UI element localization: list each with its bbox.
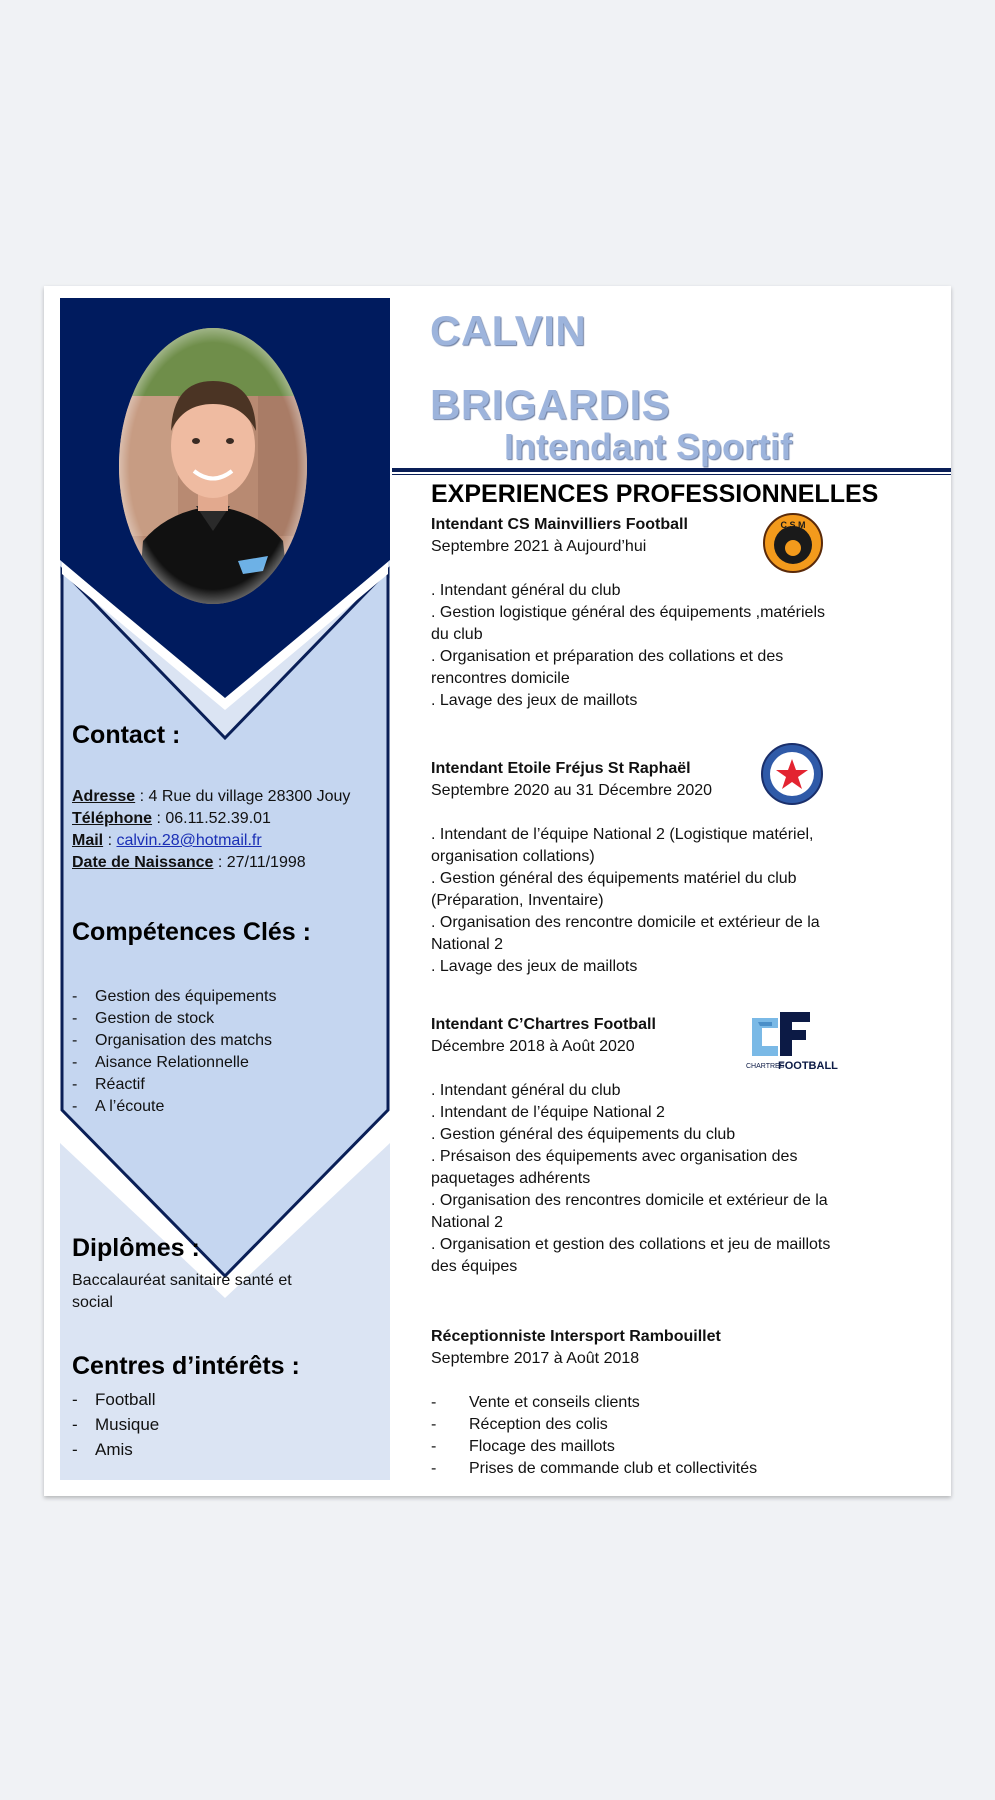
job-title-line: Réceptionniste Intersport Rambouillet [431,1328,721,1345]
birth-line [72,852,350,874]
phone-label: Téléphone [72,810,153,827]
interests-title: Centres d’intérêts : [72,1352,300,1380]
job-desc-line: . Gestion logistique général des équipements ,matériels [431,604,825,621]
job-desc-line: National 2 [431,936,504,953]
job-desc-line: rencontres domicile [431,670,570,687]
job-title: Intendant Sportif [504,426,792,467]
profile-photo [118,326,308,606]
job-desc-line: . Intendant de l’équipe National 2 [431,1104,665,1121]
job-desc-line: du club [431,626,483,643]
job-task: - Réception des colis [431,1414,757,1436]
candidate-name [430,294,670,442]
diplomas-text [72,1270,292,1314]
header-divider [392,468,951,472]
job-desc-line: des équipes [431,1258,518,1275]
cv-page [44,286,951,1496]
diplomas-title: Diplômes : [72,1234,200,1262]
birth-label: Date de Naissance [72,854,214,871]
job-dates: Décembre 2018 à Août 2020 [431,1038,635,1055]
job-desc-line: . Lavage des jeux de maillots [431,958,638,975]
phone-value: : 06.11.52.39.01 [152,810,271,827]
birth-value: : 27/11/1998 [213,854,306,871]
job-desc-line: . Organisation et préparation des collations et des [431,648,784,665]
skills-list [72,986,276,1118]
job-entry [431,1326,757,1480]
job-desc-line: (Préparation, Inventaire) [431,892,604,909]
job-desc-line: . Intendant général du club [431,1082,621,1099]
skill-item: - Aisance Relationnelle [72,1052,276,1074]
etoile-frejus-logo [760,742,824,806]
chartres-logo-big-text: FOOTBALL [778,1060,838,1072]
diploma-line: social [72,1294,113,1311]
job-dates: Septembre 2021 à Aujourd’hui [431,538,647,555]
address-label: Adresse [72,788,136,805]
interest-item: - Musique [72,1412,159,1437]
skill-item: - Gestion de stock [72,1008,276,1030]
job-desc-line: . Organisation des rencontre domicile et extérieur de la [431,914,820,931]
skills-title: Compétences Clés : [72,918,311,946]
address-line [72,786,350,808]
phone-line [72,808,350,830]
last-name: BRIGARDIS [430,381,671,428]
skill-item: - Organisation des matchs [72,1030,276,1052]
skill-item: - Réactif [72,1074,276,1096]
experience-title: EXPERIENCES PROFESSIONNELLES [431,480,879,508]
job-desc-line: . Gestion général des équipements matériel du club [431,870,797,887]
job-desc-line: . Présaison des équipements avec organisation des [431,1148,798,1165]
first-name: CALVIN [430,307,587,354]
job-desc-line: . Intendant général du club [431,582,621,599]
job-desc-line: . Organisation et gestion des collations et jeu de maillots [431,1236,831,1253]
job-dates: Septembre 2020 au 31 Décembre 2020 [431,782,713,799]
job-desc-line: . Lavage des jeux de maillots [431,692,638,709]
skill-item: - Gestion des équipements [72,986,276,1008]
job-title-line: Intendant Etoile Fréjus St Raphaël [431,760,691,777]
mail-link[interactable]: calvin.28@hotmail.fr [116,832,262,849]
sidebar [60,298,390,1480]
job-task-list [431,1392,757,1480]
job-dates: Septembre 2017 à Août 2018 [431,1350,640,1367]
chartres-logo-small-text: CHARTRES [746,1063,785,1070]
job-task: - Flocage des maillots [431,1436,757,1458]
interest-item: - Amis [72,1437,159,1462]
job-task: - Vente et conseils clients [431,1392,757,1414]
job-desc-line: . Intendant de l’équipe National 2 (Logistique matériel, [431,826,814,843]
job-desc-line: organisation collations) [431,848,595,865]
job-desc-line: . Organisation des rencontres domicile et extérieur de la [431,1192,828,1209]
mail-line [72,830,350,852]
job-title-line: Intendant CS Mainvilliers Football [431,516,688,533]
chartres-football-logo [744,1006,844,1076]
job-desc-line: paquetages adhérents [431,1170,591,1187]
address-value: : 4 Rue du village 28300 Jouy [135,788,351,805]
contact-title: Contact : [72,721,181,749]
interests-list [72,1387,159,1462]
job-desc-line: . Gestion général des équipements du club [431,1126,736,1143]
interest-item: - Football [72,1387,159,1412]
csm-club-logo [762,512,824,574]
header-divider-thin [392,474,951,475]
mail-label: Mail [72,832,104,849]
contact-block [72,786,350,874]
job-title-line: Intendant C’Chartres Football [431,1016,656,1033]
diploma-line: Baccalauréat sanitaire santé et [72,1272,292,1289]
skill-item: - A l’écoute [72,1096,276,1118]
job-task: - Prises de commande club et collectivités [431,1458,757,1480]
job-desc-line: National 2 [431,1214,504,1231]
csm-logo-text: C.S.M [780,520,806,530]
mail-separator: : [103,832,117,849]
